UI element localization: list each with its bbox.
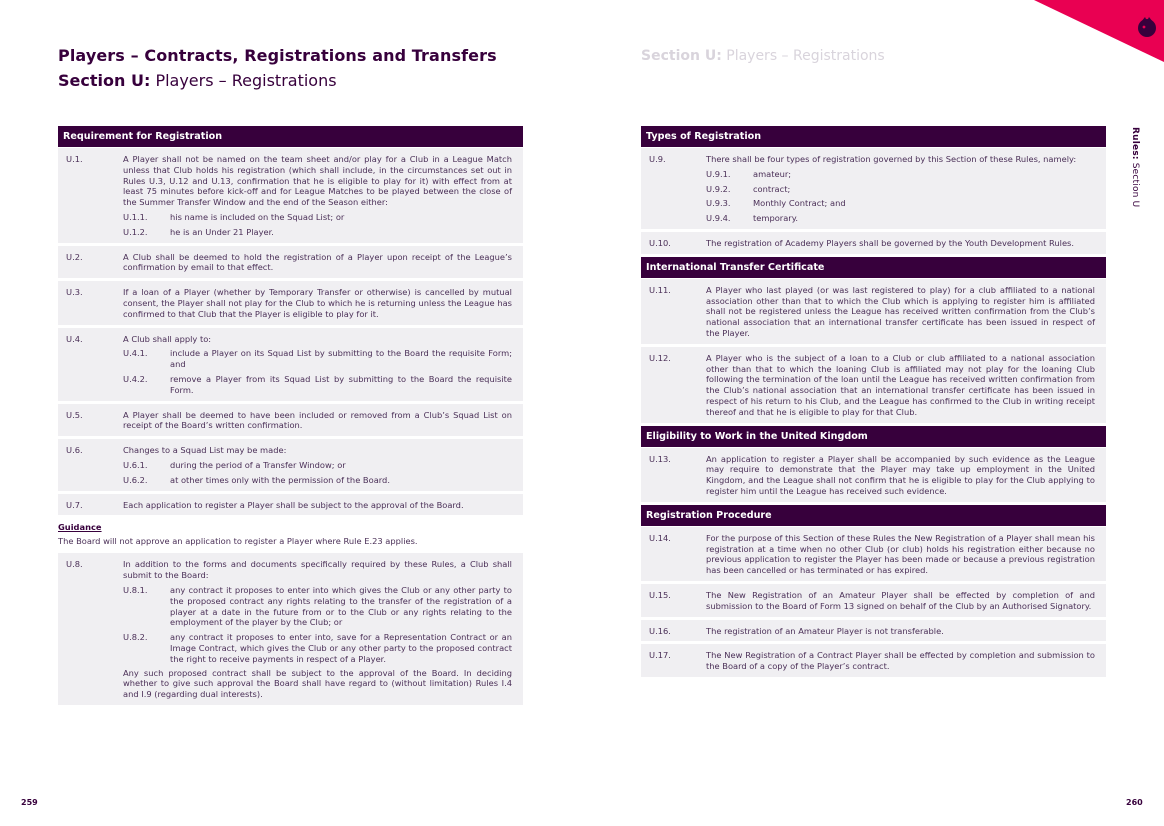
rule-u9 — [641, 148, 1106, 229]
page-number-left: 259 — [21, 798, 38, 807]
sub-rule — [706, 213, 1095, 224]
rule-text: For the purpose of this Section of these Rules the New Registration of a Player shall mean his registration at a time when no other Club (or club) holds his registration either because no previous application to register the Player has been made or because a previous registration has been cancelled or has terminated or has expired. — [706, 532, 1095, 576]
rule-u10 — [641, 232, 1106, 254]
sub-rule — [706, 198, 1095, 209]
right-running-header — [641, 48, 885, 64]
rule-number: U.7. — [66, 499, 83, 510]
rule-number: U.6. — [66, 445, 83, 456]
right-column — [641, 126, 1106, 680]
section-label: Section U: — [58, 71, 151, 90]
sub-rule-number: U.9.4. — [706, 213, 731, 224]
rule-number: U.11. — [649, 284, 671, 295]
rule-text: A Club shall apply to: — [123, 333, 212, 344]
rule-u14 — [641, 527, 1106, 581]
rule-text: The New Registration of an Amateur Player shall be effected by completion of and submission to the Board of Form 13 signed on behalf of the Club by an Authorised Signatory. — [706, 589, 1095, 611]
rule-closing-text: Any such proposed contract shall be subject to the approval of the Board. In deciding whether to give such approval the Board shall have regard to (without limitation) Rules I.4 and I.9 (regarding dual interests). — [123, 667, 512, 700]
rule-text: A Player who last played (or was last registered to play) for a club affiliated to a national association other than that to which the Club which is applying to register him is affiliated shall not be registered unless the League has received written confirmation from the Club’s national association that an international transfer certificate has been issued in respect of the Player. — [706, 284, 1095, 338]
rule-number: U.15. — [649, 589, 671, 600]
rule-text: If a loan of a Player (whether by Temporary Transfer or otherwise) is cancelled by mutual consent, the Player shall not play for the Club to which he is returning unless the League has confirmed to that Club that the Player is eligible to play for it. — [123, 287, 512, 319]
rule-u1 — [58, 148, 523, 243]
page-number-right: 260 — [1126, 798, 1143, 807]
rule-text: Each application to register a Player shall be subject to the approval of the Board. — [123, 499, 464, 510]
rule-text: Changes to a Squad List may be made: — [123, 445, 287, 456]
rule-number: U.5. — [66, 409, 83, 420]
sub-rule-text: contract; — [753, 183, 791, 194]
sub-rule-text: his name is included on the Squad List; or — [170, 211, 345, 222]
rule-u12 — [641, 347, 1106, 423]
sub-rule-text: any contract it proposes to enter into, save for a Representation Contract or an Image Contract, which gives the Club or any other party to the proposed contract the right to receive payments in respect of a Player. — [170, 632, 512, 664]
rule-number: U.3. — [66, 287, 83, 298]
right-header-name: Players – Registrations — [726, 48, 885, 64]
sub-rule-number: U.4.2. — [123, 373, 148, 384]
rule-u13 — [641, 448, 1106, 502]
sub-rule — [123, 460, 512, 471]
section-name: Players – Registrations — [155, 71, 337, 90]
rule-text: A Player shall not be named on the team sheet and/or play for a Club in a League Match unless that Club holds his registration (which shall include, in the circumstances set out in Rules U.3, U.12 and U.13, confirmation that he is eligible to play for it) with effect from at least 75 minutes before kick-off and for League Matches to be played between the close of the Summer Transfer Window and the end of the Season either: — [123, 154, 512, 208]
rule-text: A Player who is the subject of a loan to a Club or club affiliated to a national association other than that to which the loaning Club is affiliated may not play for the loaning Club following the termination of the loan until the League has received written confirmation from the Club’s national association that an international transfer certificate has been issued in respect of his return to his Club, and the League has confirmed to the Club in writing receipt thereof and that he is eligible to play for that Club. — [706, 352, 1095, 417]
left-column — [58, 126, 523, 708]
rule-u17 — [641, 644, 1106, 677]
sub-rule — [123, 475, 512, 486]
rule-u3 — [58, 281, 523, 324]
rule-u8 — [58, 553, 523, 705]
sub-rule-text: include a Player on its Squad List by submitting to the Board the requisite Form; and — [170, 348, 512, 370]
guidance-text: The Board will not approve an application to register a Player where Rule E.23 applies. — [58, 536, 418, 547]
rule-number: U.14. — [649, 532, 671, 543]
section-title — [58, 71, 337, 90]
rule-number: U.16. — [649, 625, 671, 636]
rule-u11 — [641, 279, 1106, 344]
sub-rule-text: at other times only with the permission of the Board. — [170, 474, 390, 485]
sub-rule — [706, 184, 1095, 195]
sub-rule-text: Monthly Contract; and — [753, 198, 846, 209]
sub-rule — [123, 227, 512, 238]
rule-number: U.2. — [66, 251, 83, 262]
sub-rule-number: U.9.2. — [706, 183, 731, 194]
rule-text: In addition to the forms and documents specifically required by these Rules, a Club shall submit to the Board: — [123, 559, 512, 581]
guidance-heading: Guidance — [58, 522, 102, 533]
rule-u4 — [58, 328, 523, 401]
rule-text: An application to register a Player shall be accompanied by such evidence as the League may require to demonstrate that the Player may take up employment in the United Kingdom, and the League shall not confirm that he is eligible to play for the Club applying to register him until the League has received such evidence. — [706, 453, 1095, 496]
sub-rule-number: U.8.1. — [123, 584, 148, 595]
sub-rule-text: during the period of a Transfer Window; or — [170, 459, 346, 470]
sub-rule-number: U.8.2. — [123, 632, 148, 643]
rule-number: U.8. — [66, 559, 83, 570]
rule-number: U.1. — [66, 154, 83, 164]
sub-rule-text: any contract it proposes to enter into which gives the Club or any other party to the proposed contract any rights relating to the transfer of the registration of a player at a date in the future from or to the Club or any rights relating to the employment of the player by the Club; or — [170, 584, 512, 628]
sub-rule-number: U.9.3. — [706, 198, 731, 209]
rule-u7 — [58, 494, 523, 516]
sub-rule-text: amateur; — [753, 168, 792, 179]
rule-number: U.12. — [649, 352, 671, 363]
sub-rule — [123, 212, 512, 223]
rule-text: The registration of an Amateur Player is not transferable. — [706, 625, 944, 636]
rule-u5 — [58, 404, 523, 437]
sub-rule — [123, 374, 512, 396]
rule-number: U.13. — [649, 453, 671, 464]
heading-registration-procedure: Registration Procedure — [641, 505, 1106, 526]
rule-u16 — [641, 620, 1106, 642]
side-tab-rest: Section U — [1130, 162, 1140, 208]
rule-text: A Club shall be deemed to hold the registration of a Player upon receipt of the League’s confirmation by email to that effect. — [123, 251, 512, 273]
corner-accent — [1014, 0, 1164, 70]
sub-rule-text: temporary. — [753, 213, 799, 224]
rule-number: U.4. — [66, 333, 83, 344]
heading-types-of-registration: Types of Registration — [641, 126, 1106, 147]
sub-rule-text: he is an Under 21 Player. — [170, 226, 274, 237]
sub-rule — [123, 585, 512, 628]
rule-u2 — [58, 246, 523, 279]
rule-number: U.17. — [649, 650, 671, 661]
sub-rule — [706, 169, 1095, 180]
rule-number: U.9. — [649, 154, 666, 164]
rule-text: The New Registration of a Contract Player shall be effected by completion and submission to the Board of a copy of the Player’s contract. — [706, 650, 1095, 672]
side-tab-label — [1130, 127, 1140, 207]
heading-eligibility-to-work: Eligibility to Work in the United Kingdom — [641, 426, 1106, 447]
sub-rule-number: U.9.1. — [706, 168, 731, 179]
sub-rule-number: U.6.1. — [123, 459, 148, 470]
rule-text: The registration of Academy Players shall be governed by the Youth Development Rules. — [706, 237, 1075, 248]
sub-rule-number: U.1.2. — [123, 226, 148, 237]
sub-rule — [123, 348, 512, 370]
sub-rule-number: U.6.2. — [123, 474, 148, 485]
rule-u6 — [58, 439, 523, 490]
rule-text: There shall be four types of registration governed by this Section of these Rules, namely: — [706, 154, 1077, 164]
sub-rule-number: U.1.1. — [123, 211, 148, 222]
side-tab-bold: Rules: — [1130, 127, 1140, 160]
sub-rule-number: U.4.1. — [123, 348, 148, 359]
rule-text: A Player shall be deemed to have been included or removed from a Club’s Squad List on receipt of the Board’s written confirmation. — [123, 409, 512, 431]
rule-number: U.10. — [649, 237, 671, 248]
right-header-label: Section U: — [641, 48, 722, 64]
heading-requirement-for-registration: Requirement for Registration — [58, 126, 523, 147]
page-title: Players – Contracts, Registrations and Transfers — [58, 46, 497, 65]
heading-international-transfer-certificate: International Transfer Certificate — [641, 257, 1106, 278]
rule-u15 — [641, 584, 1106, 617]
sub-rule — [123, 632, 512, 664]
sub-rule-text: remove a Player from its Squad List by submitting to the Board the requisite Form. — [170, 373, 512, 395]
